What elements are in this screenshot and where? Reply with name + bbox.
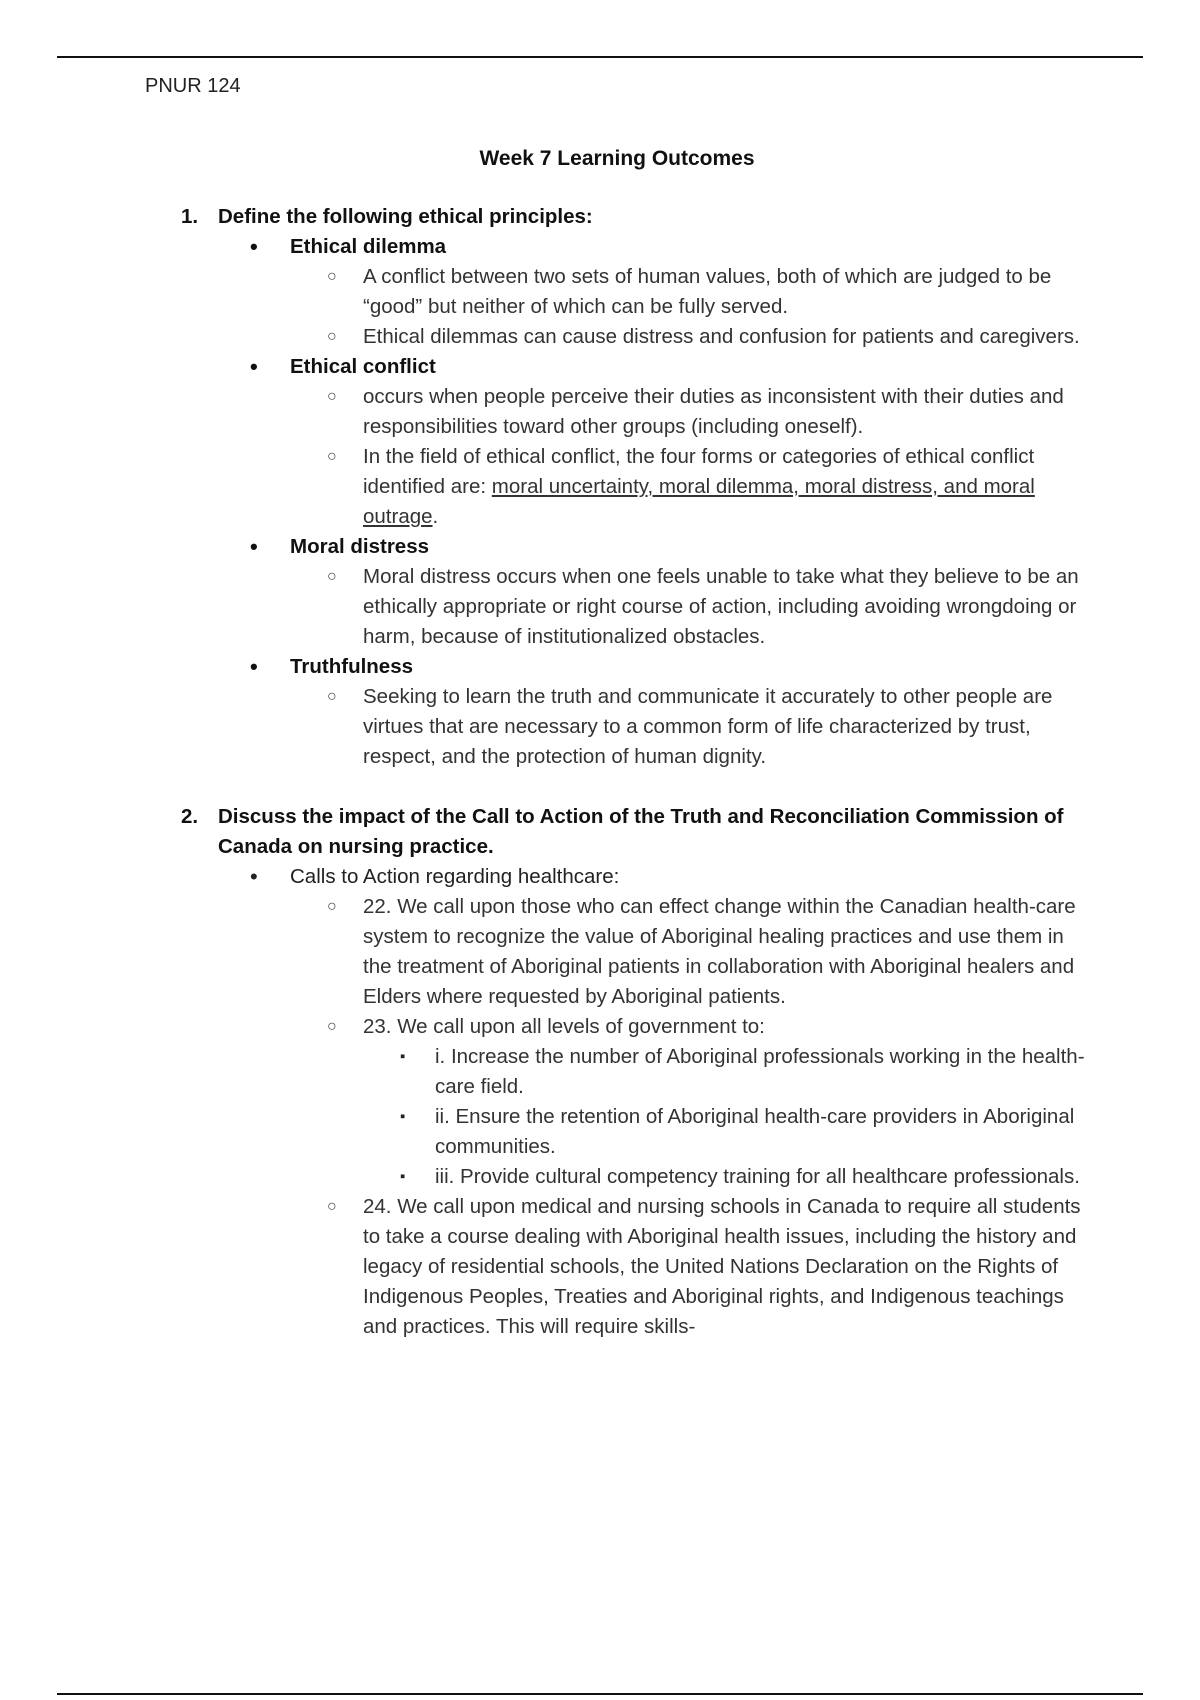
term-ethical-dilemma (0, 232, 1083, 262)
conflict-categories-underlined: moral uncertainty, moral dilemma, moral distress, and moral outrage (363, 475, 1035, 528)
top-page-rule (57, 56, 1143, 58)
circle-bullet-icon: ○ (327, 688, 337, 705)
bullet-icon: • (250, 354, 258, 379)
circle-bullet-icon: ○ (327, 388, 337, 405)
section-1-heading (0, 202, 1083, 232)
circle-bullet-icon: ○ (327, 898, 337, 915)
section-2-number: 2. (181, 805, 199, 828)
circle-bullet-icon: ○ (327, 1198, 337, 1215)
bullet-icon: • (250, 654, 258, 679)
call-23-subitem (0, 1102, 1085, 1162)
circle-bullet-icon: ○ (327, 448, 337, 465)
calls-label-text: Calls to Action regarding healthcare: (290, 865, 620, 888)
subitem-text: i. Increase the number of Aboriginal professionals working in the health-care field. (435, 1045, 1085, 1098)
square-bullet-icon: ▪ (400, 1168, 406, 1185)
section-2-heading-text: Discuss the impact of the Call to Action of the Truth and Reconciliation Commission of Canada on nursing practice. (218, 805, 1064, 858)
call-23-subitem (0, 1162, 1085, 1192)
subitem-text: ii. Ensure the retention of Aboriginal health-care providers in Aboriginal communities. (435, 1105, 1075, 1158)
square-bullet-icon: ▪ (400, 1108, 406, 1125)
term-label: Truthfulness (290, 655, 414, 678)
circle-bullet-icon: ○ (327, 1018, 337, 1035)
course-header: PNUR 124 (145, 75, 241, 97)
term-moral-distress (0, 532, 1083, 562)
bullet-icon: • (250, 234, 258, 259)
term-label: Ethical dilemma (290, 235, 447, 258)
definition-text: Ethical dilemmas can cause distress and confusion for patients and caregivers. (363, 325, 1080, 348)
definition-item (0, 262, 1085, 322)
section-spacer (0, 772, 1200, 802)
document-body (0, 202, 1200, 1342)
bottom-page-rule (57, 1693, 1143, 1695)
call-to-action-24 (0, 1192, 1085, 1342)
circle-bullet-icon: ○ (327, 328, 337, 345)
page-title: Week 7 Learning Outcomes (479, 147, 755, 170)
term-truthfulness (0, 652, 1083, 682)
section-2-heading (0, 802, 1083, 862)
call-to-action-22 (0, 892, 1085, 1012)
circle-bullet-icon: ○ (327, 268, 337, 285)
term-ethical-conflict (0, 352, 1083, 382)
call-to-action-23 (0, 1012, 1085, 1042)
definition-item (0, 442, 1085, 532)
definition-text: Moral distress occurs when one feels unable to take what they believe to be an ethically appropriate or right course of action, including avoiding wrongdoing or harm, because of institutionalized obstacles. (363, 565, 1079, 648)
definition-text: A conflict between two sets of human values, both of which are judged to be “good” but neither of which can be fully served. (363, 265, 1052, 318)
call-23-subitem (0, 1042, 1085, 1102)
call-text: 22. We call upon those who can effect change within the Canadian health-care system to recognize the value of Aboriginal healing practices and use them in the treatment of Aboriginal patients in collaboration with Aboriginal healers and Elders where requested by Aboriginal patients. (363, 895, 1076, 1008)
bullet-icon: • (250, 534, 258, 559)
definition-text: occurs when people perceive their duties as inconsistent with their duties and responsibilities toward other groups (including oneself). (363, 385, 1064, 438)
section-1-heading-text: Define the following ethical principles: (218, 205, 593, 228)
circle-bullet-icon: ○ (327, 568, 337, 585)
section-1-number: 1. (181, 205, 199, 228)
definition-item (0, 682, 1085, 772)
definition-item (0, 562, 1085, 652)
definition-text: In the field of ethical conflict, the four forms or categories of ethical conflict identified are: (363, 445, 1035, 498)
definition-text-end: . (432, 505, 439, 528)
subitem-text: iii. Provide cultural competency training for all healthcare professionals. (435, 1165, 1080, 1188)
definition-item (0, 382, 1085, 442)
term-label: Ethical conflict (290, 355, 436, 378)
term-label: Moral distress (290, 535, 429, 558)
definition-text: Seeking to learn the truth and communicate it accurately to other people are virtues that are necessary to a common form of life characterized by trust, respect, and the protection of human dignity. (363, 685, 1053, 768)
bullet-icon: • (250, 864, 258, 889)
definition-item (0, 322, 1085, 352)
call-text: 24. We call upon medical and nursing schools in Canada to require all students to take a course dealing with Aboriginal health issues, including the history and legacy of residential schools, the United Nations Declaration on the Rights of Indigenous Peoples, Treaties and Aboriginal rights, and Indigenous teachings and practices. This will require skills- (363, 1195, 1081, 1338)
calls-to-action-label (0, 862, 1083, 892)
square-bullet-icon: ▪ (400, 1048, 406, 1065)
call-text: 23. We call upon all levels of government to: (363, 1015, 765, 1038)
